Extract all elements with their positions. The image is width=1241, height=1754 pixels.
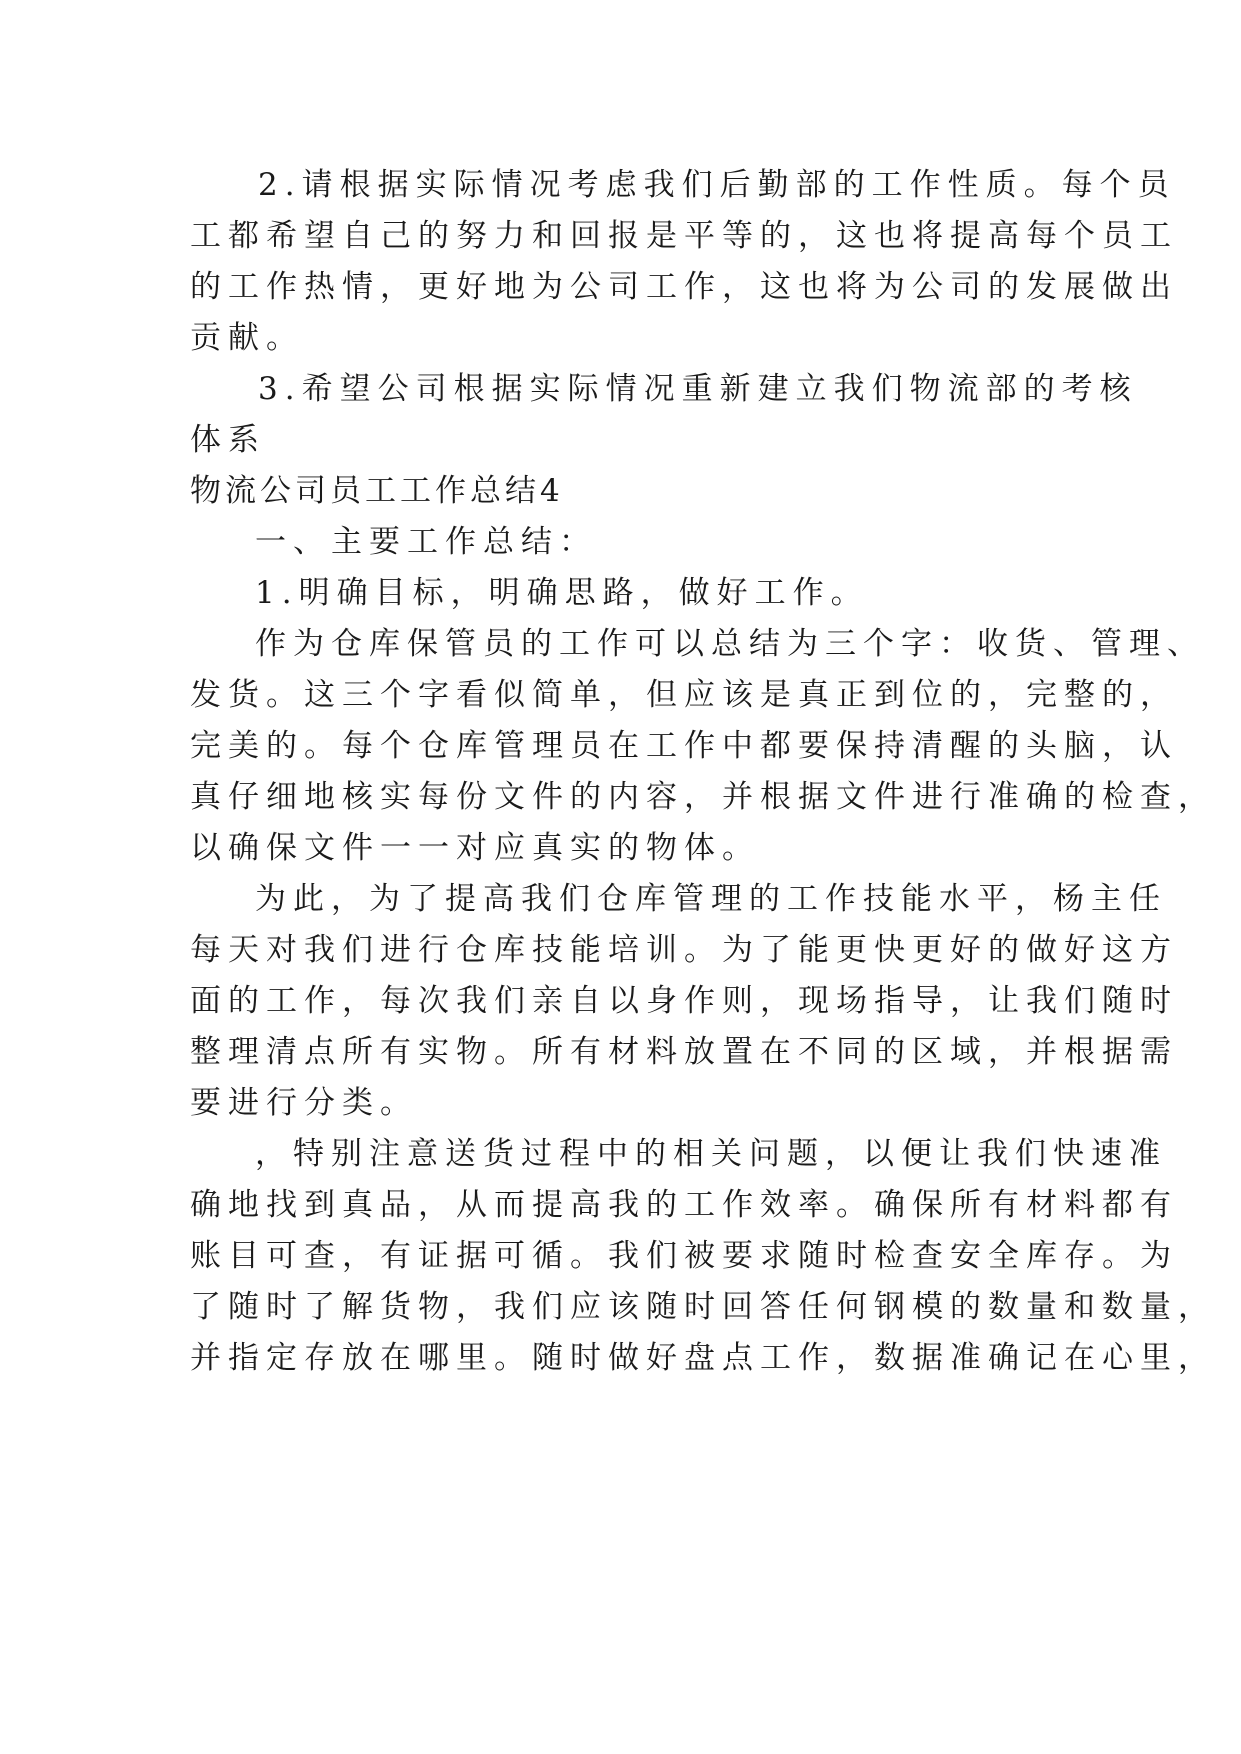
paragraph-line: 贡献。	[190, 320, 304, 356]
paragraph-line: 面的工作，每次我们亲自以身作则，现场指导，让我们随时	[190, 983, 1178, 1019]
section-heading: 物流公司员工工作总结4	[190, 473, 564, 509]
paragraph-line: 并指定存放在哪里。随时做好盘点工作，数据准确记在心里，	[190, 1340, 1216, 1376]
paragraph-line: 完美的。每个仓库管理员在工作中都要保持清醒的头脑，认	[190, 728, 1178, 764]
paragraph-line: 整理清点所有实物。所有材料放置在不同的区域，并根据需	[190, 1034, 1178, 1070]
paragraph-line: 账目可查，有证据可循。我们被要求随时检查安全库存。为	[190, 1238, 1178, 1274]
paragraph-line: 的工作热情，更好地为公司工作，这也将为公司的发展做出	[190, 269, 1178, 305]
paragraph-line: 以确保文件一一对应真实的物体。	[190, 830, 760, 866]
paragraph-line: 为此，为了提高我们仓库管理的工作技能水平，杨主任	[255, 881, 1167, 917]
paragraph-line: 了随时了解货物，我们应该随时回答任何钢模的数量和数量，	[190, 1289, 1216, 1325]
paragraph-line: 要进行分类。	[190, 1085, 418, 1121]
paragraph-line: 工都希望自己的努力和回报是平等的，这也将提高每个员工	[190, 218, 1178, 254]
paragraph-line: 1.明确目标，明确思路，做好工作。	[255, 575, 869, 611]
paragraph-line: 3.希望公司根据实际情况重新建立我们物流部的考核	[258, 371, 1138, 407]
paragraph-line: ，特别注意送货过程中的相关问题，以便让我们快速准	[255, 1136, 1167, 1172]
paragraph-line: 真仔细地核实每份文件的内容，并根据文件进行准确的检查，	[190, 779, 1216, 815]
paragraph-line: 2.请根据实际情况考虑我们后勤部的工作性质。每个员	[258, 167, 1176, 203]
paragraph-line: 每天对我们进行仓库技能培训。为了能更快更好的做好这方	[190, 932, 1178, 968]
paragraph-line: 发货。这三个字看似简单，但应该是真正到位的，完整的，	[190, 677, 1178, 713]
paragraph-line: 作为仓库保管员的工作可以总结为三个字：收货、管理、	[255, 626, 1205, 662]
subheading: 一、主要工作总结：	[255, 524, 597, 560]
paragraph-line: 确地找到真品，从而提高我的工作效率。确保所有材料都有	[190, 1187, 1178, 1223]
paragraph-line: 体系	[190, 422, 266, 458]
